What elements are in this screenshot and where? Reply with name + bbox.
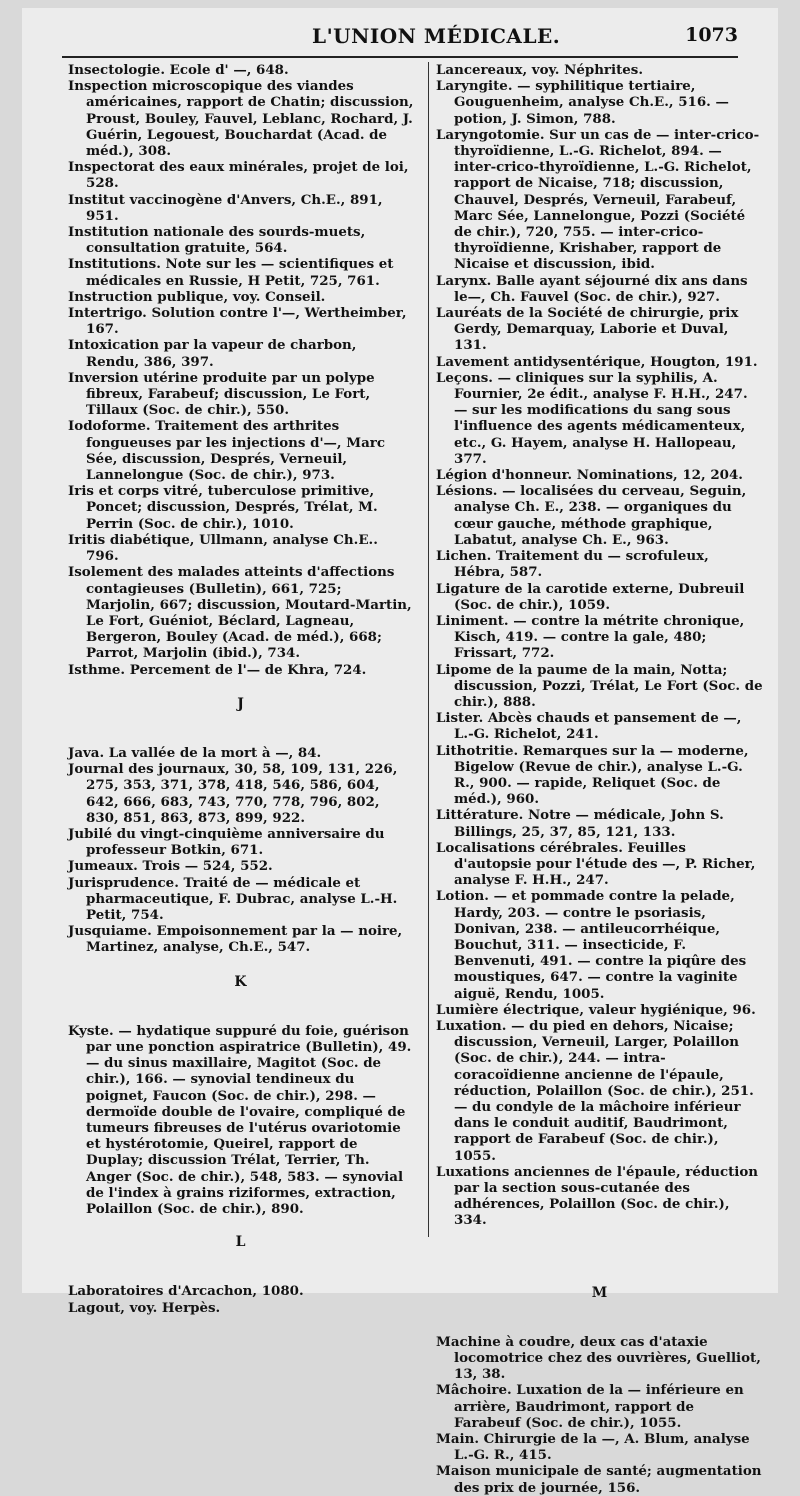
index-entry: Institutions. Note sur les — scientifiques et médicales en Russie, H Petit, 725, 761.: [68, 256, 394, 289]
index-entry: Liniment. — contre la métrite chronique, Kisch, 419. — contre la gale, 480; Frissart, 772.: [436, 612, 745, 662]
index-entry: Lumière électrique, valeur hygiénique, 96.: [436, 1001, 756, 1018]
page: [22, 8, 778, 1496]
index-section-l-left: [68, 1283, 414, 1315]
index-entry: Lithotritie. Remarques sur la — moderne, Bigelow (Revue de chir.), analyse L.-G. R., 900. — rapide, Reliquet (Soc. de méd.), 960.: [436, 742, 749, 808]
index-entry: Laryngite. — syphilitique tertiaire, Gouguenheim, analyse Ch.E., 516. — potion, J. Simon, 788.: [436, 78, 729, 127]
index-entry: Leçons. — cliniques sur la syphilis, A. Fournier, 2e édit., analyse F. H.H., 247. — sur les modifications du sang sous l'influence des agents médicamenteux, etc., G. Hayem, analyse H. Hallopeau, 377.: [436, 369, 748, 467]
index-entry: Lauréats de la Société de chirurgie, prix Gerdy, Demarquay, Laborie et Duval, 131.: [436, 305, 739, 354]
index-entry: Luxation. — du pied en dehors, Nicaise; discussion, Verneuil, Larger, Polaillon (Soc. de chir.), 244. — intra-coracoïdienne ancienne de l'épaule, réduction, Polaillon (Soc. de chir.), 251. — du condyle de la mâchoire inférieur dans le conduit auditif, Baudrimont, rapport de Farabeuf (Soc. de chir.), 1055.: [436, 1017, 754, 1164]
index-entry: Laryngotomie. Sur un cas de — inter-crico-thyroïdienne, L.-G. Richelot, 894. — inter-crico-thyroïdienne, L.-G. Richelot, rapport de Nicaise, 718; discussion, Chauvel, Després, Verneuil, Farabeuf, Marc Sée, Lannelongue, Pozzi (Société de chir.), 720, 755. — inter-crico-thyroïdienne, Krishaber, rapport de Nicaise et discussion, ibid.: [436, 126, 760, 273]
index-entry: Isolement des malades atteints d'affections contagieuses (Bulletin), 661, 725; Marjolin, 667; discussion, Moutard-Martin, Le Fort, Guéniot, Béclard, Lagneau, Bergeron, Bouley (Acad. de méd.), 668; Parrot, Marjolin (ibid.), 734.: [68, 564, 412, 662]
index-entry: Main. Chirurgie de la —, A. Blum, analyse L.-G. R., 415.: [436, 1431, 750, 1464]
page-number: 1073: [685, 24, 738, 46]
index-entry: Intertrigo. Solution contre l'—, Wertheimber, 167.: [68, 305, 407, 338]
section-letter-j: J: [237, 695, 245, 712]
index-entry: Lésions. — localisées du cerveau, Seguin, analyse Ch. E., 238. — organiques du cœur gauche, méthode graphique, Labatut, analyse Ch. E., 963.: [436, 483, 747, 548]
index-entry: Légion d'honneur. Nominations, 12, 204.: [436, 467, 743, 484]
index-entry: Journal des journaux, 30, 58, 109, 131, 226, 275, 353, 371, 378, 418, 546, 586, 604, 642, 666, 683, 743, 770, 778, 796, 802, 830, 851, 863, 873, 899, 922.: [68, 761, 398, 826]
index-entry: Iodoforme. Traitement des arthrites fongueuses par les injections d'—, Marc Sée, discussion, Després, Verneuil, Lannelongue (Soc. de chir.), 973.: [68, 418, 385, 484]
index-entry: Lister. Abcès chauds et pansement de —, L.-G. Richelot, 241.: [436, 710, 742, 743]
index-section-l-right: [436, 62, 764, 1229]
index-section-i: [68, 62, 414, 678]
index-entry: Machine à coudre, deux cas d'ataxie locomotrice chez des ouvrières, Guelliot, 13, 38.: [436, 1333, 761, 1383]
index-entry: Kyste. — hydatique suppuré du foie, guérison par une ponction aspiratrice (Bulletin), 49. — du sinus maxillaire, Magitot (Soc. de chir.), 166. — synovial tendineux du poignet, Faucon (Soc. de chir.), 298. — dermoïde double de l'ovaire, compliqué de tumeurs fibreuses de l'utérus ovariotomie et hystérotomie, Queirel, rapport de Duplay; discussion Trélat, Terrier, Th. Anger (Soc. de chir.), 548, 583. — synovial de l'index à grains riziformes, extraction, Polaillon (Soc. de chir.), 890.: [68, 1022, 412, 1217]
index-entry: Iris et corps vitré, tuberculose primitive, Poncet; discussion, Després, Trélat, M. Perrin (Soc. de chir.), 1010.: [68, 483, 378, 532]
index-entry: Inspection microscopique des viandes américaines, rapport de Chatin; discussion, Proust, Bouley, Fauvel, Leblanc, Rochard, J. Guérin, Legouest, Bouchardat (Acad. de méd.), 308.: [68, 78, 414, 160]
index-entry: Laboratoires d'Arcachon, 1080.: [68, 1283, 304, 1300]
index-entry: Inversion utérine produite par un polype fibreux, Farabeuf; discussion, Le Fort, Tillaux (Soc. de chir.), 550.: [68, 369, 375, 419]
index-entry: Lichen. Traitement du — scrofuleux, Hébra, 587.: [436, 548, 709, 581]
running-title: L'UNION MÉDICALE.: [312, 24, 561, 48]
index-entry: Jumeaux. Trois — 524, 552.: [68, 858, 273, 875]
index-entry: Mâchoire. Luxation de la — inférieure en arrière, Baudrimont, rapport de Farabeuf (Soc. de chir.), 1055.: [436, 1382, 744, 1431]
index-entry: Instruction publique, voy. Conseil.: [68, 288, 326, 305]
index-entry: Inspectorat des eaux minérales, projet de loi, 528.: [68, 159, 409, 192]
index-entry: Institution nationale des sourds-muets, consultation gratuite, 564.: [68, 224, 366, 257]
index-section-k: [68, 1023, 414, 1217]
index-entry: Java. La vallée de la mort à —, 84.: [68, 744, 322, 761]
index-entry: Iritis diabétique, Ullmann, analyse Ch.E.. 796.: [68, 531, 378, 565]
column-divider: [428, 62, 429, 1237]
left-column: [68, 62, 414, 1316]
index-entry: Lavement antidysentérique, Hougton, 191.: [436, 353, 758, 370]
section-letter-l: L: [235, 1234, 247, 1251]
index-entry: Lotion. — et pommade contre la pelade, Hardy, 203. — contre le psoriasis, Donivan, 238. — antileucorrhéique, Bouchut, 311. — insecticide, F. Benvenuti, 491. — contre la piqûre des moustiques, 647. — contre la vaginite aiguë, Rendu, 1005.: [436, 888, 747, 1002]
page-header: [22, 24, 778, 54]
right-column: [436, 62, 764, 1496]
index-section-m: [436, 1334, 764, 1496]
index-entry: Institut vaccinogène d'Anvers, Ch.E., 891, 951.: [68, 191, 383, 224]
section-letter-k: K: [234, 973, 248, 990]
index-entry: Localisations cérébrales. Feuilles d'autopsie pour l'étude des —, P. Richer, analyse F. H.H., 247.: [436, 839, 756, 889]
index-entry: Lipome de la paume de la main, Notta; discussion, Pozzi, Trélat, Le Fort (Soc. de chir.), 888.: [436, 661, 763, 710]
index-entry: Intoxication par la vapeur de charbon, Rendu, 386, 397.: [68, 337, 357, 370]
index-entry: Jubilé du vingt-cinquième anniversaire du professeur Botkin, 671.: [68, 825, 385, 859]
index-section-j: [68, 745, 414, 956]
index-entry: Larynx. Balle ayant séjourné dix ans dans le—, Ch. Fauvel (Soc. de chir.), 927.: [436, 272, 748, 305]
index-entry: Isthme. Percement de l'— de Khra, 724.: [68, 661, 367, 678]
section-letter-m: M: [591, 1284, 609, 1301]
index-entry: Jurisprudence. Traité de — médicale et pharmaceutique, F. Dubrac, analyse L.-H. Petit, 754.: [68, 874, 398, 923]
index-entry: Lancereaux, voy. Néphrites.: [436, 62, 643, 78]
index-entry: Lagout, voy. Herpès.: [68, 1299, 221, 1316]
index-entry: Luxations anciennes de l'épaule, réduction par la section sous-cutanée des adhérences, Polaillon (Soc. de chir.), 334.: [436, 1163, 759, 1229]
index-entry: Maison municipale de santé; augmentation des prix de journée, 156.: [436, 1463, 762, 1496]
index-entry: Littérature. Notre — médicale, John S. Billings, 25, 37, 85, 121, 133.: [436, 807, 724, 840]
index-entry: Insectologie. Ecole d' —, 648.: [68, 62, 289, 78]
index-entry: Ligature de la carotide externe, Dubreuil (Soc. de chir.), 1059.: [436, 580, 745, 613]
header-rule: [62, 56, 738, 58]
index-entry: Jusquiame. Empoisonnement par la — noire, Martinez, analyse, Ch.E., 547.: [68, 923, 403, 956]
